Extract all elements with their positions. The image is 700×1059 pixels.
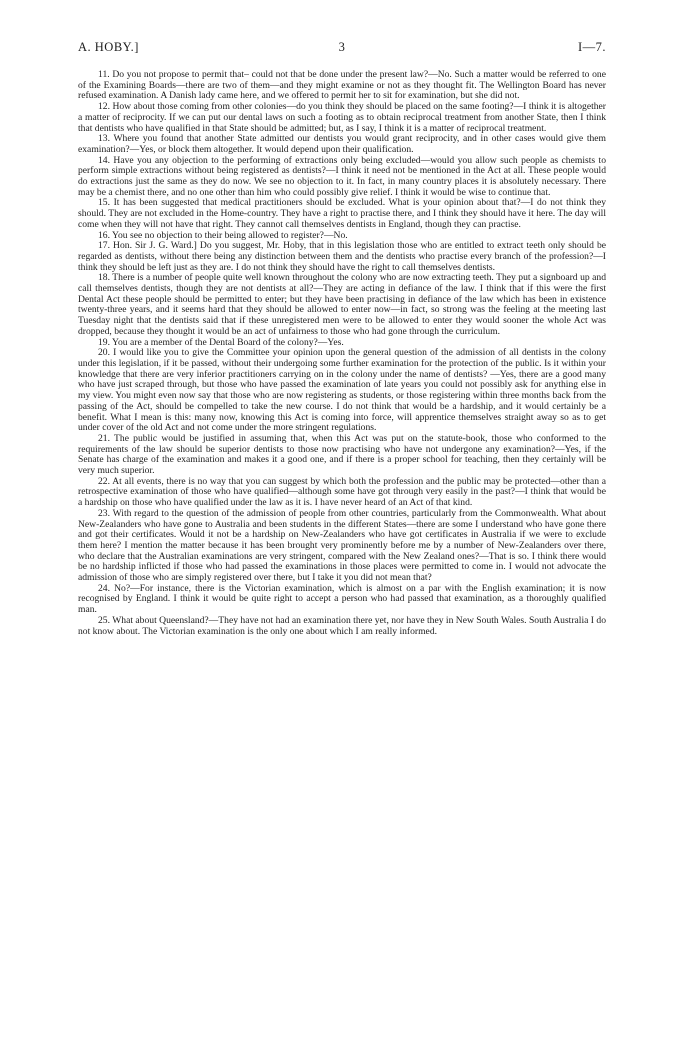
question-17: 17. Hon. Sir J. G. Ward.] Do you suggest, Mr. Hoby, that in this legislation those who are entitled to extract teeth only should be regarded as dentists, without there being any distinction between them and the dentists who practise every branch of the profession?—I think they should be left just as they are. I do not think they should have the right to call themselves dentists. (78, 240, 606, 273)
page-header (78, 40, 606, 60)
document-page (78, 40, 606, 637)
question-14: 14. Have you any objection to the performing of extractions only being excluded—would you allow such people as chemists to perform simple extractions without being registered as dentists?—I think it need not be mentioned in the Act at all. These people would do extractions just the same as they do now. We see no objection to it. In fact, in many country places it is absolutely necessary. There may be a chemist there, and no one other than him who could possibly give relief. I think it would be wise to continue that. (78, 154, 606, 198)
question-13: 13. Where you found that another State admitted our dentists you would grant reciprocity, and in other cases would give them examination?—Yes, or block them altogether. It would depend upon their qualification. (78, 133, 606, 155)
paper-reference: I—7. (577, 40, 606, 54)
question-25: 25. What about Queensland?—They have not had an examination there yet, nor have they in New South Wales. South Australia I do not know about. The Victorian examination is the only one about which I am really informed. (78, 614, 606, 637)
question-18: 18. There is a number of people quite well known throughout the colony who are now extracting teeth. They put a signboard up and call themselves dentists, though they are not dentists at all?—They are acting in defiance of the law. I think that if this were the first Dental Act these people should be permitted to enter; but they have been practising in defiance of the law which has been in existence twenty-three years, and it seems hard that they should be allowed to enter now—in fact, so strong was the feeling at the meeting last Tuesday night that the dentists said that if these unregistered men were to be allowed to enter they would sooner the whole Act was dropped, because they thought it would be an act of unfairness to those who had gone through the curriculum. (78, 272, 606, 337)
question-12: 12. How about those coming from other colonies—do you think they should be placed on the same footing?—I think it is altogether a matter of reciprocity. If we can put our dental laws on such a footing as to obtain reciprocal treatment from another State, then I think that dentists who have qualified in that State should be admitted; but, as I say, I think it is a matter of reciprocal treatment. (78, 101, 606, 134)
question-19: 19. You are a member of the Dental Board of the colony?—Yes. (98, 336, 344, 348)
question-22: 22. At all events, there is no way that you can suggest by which both the profession and the public may be protected—other than a retrospective examination of those who have qualified—although some have got through very easily in the past?—I think that would be a hardship on those who have qualified under the law as it is. I have never heard of an Act of that kind. (78, 475, 606, 509)
question-20: 20. I would like you to give the Committee your opinion upon the general question of the admission of all dentists in the colony under this legislation, if it be passed, without their undergoing some further examination for the protection of the public. Is it within your knowledge that there are very inferior practitioners carrying on in the colony under the name of dentists? —Yes, there are a good many who have just scraped through, but those who have passed the examination of late years you could not possibly ask for anything else in my view. You might even now say that those who are now registering as students, or those registering within three months back from the passing of the Act, should be compelled to take the new course. I do not think that would be a hardship, and it would certainly be a benefit. What I mean is this: many now, knowing this Act is coming into force, will apprentice themselves straight away so as to get under cover of the old Act and not come under the more stringent regulations. (78, 347, 606, 434)
page-number: 3 (338, 40, 346, 54)
question-16: 16. You see no objection to their being allowed to register?—No. (98, 229, 348, 241)
question-24: 24. No?—For instance, there is the Victorian examination, which is almost on a par with the English examination; it is now recognised by England. I think it would be quite right to accept a person who had passed that examination, as a thoroughly qualified man. (78, 582, 606, 616)
header-witness-name: A. HOBY.] (78, 40, 139, 54)
question-11: 11. Do you not propose to permit that– could not that be done under the present law?—No. Such a matter would be referred to one of the Examining Boards—there are two of them—and they might examine or not as they thought fit. The Wellington Board has never refused examination. A Danish lady came here, and we offered to permit her to sit for examination, but she did not. (78, 69, 606, 102)
question-23: 23. With regard to the question of the admission of people from other countries, particularly from the Commonwealth. What about New-Zealanders who have gone to Australia and been students in the different States—there are some I understand who have gone there and got their certificates. Would it not be a hardship on New-Zealanders who have got certificates in Australia if we were to exclude them here? I mention the matter because it has been brought very prominently before me by a number of New-Zealanders over there, who declare that the Australian examinations are very stringent, compared with the New Zealand ones?—That is so. I think there would be no hardship inflicted if those who had passed the examinations in those places were permitted to come in. I would not advocate the admission of those who are simply registered over there, but I take it you did not mean that? (78, 507, 606, 584)
question-21: 21. The public would be justified in assuming that, when this Act was put on the statute-book, those who conformed to the requirements of the law should be superior dentists to those now practising who have not undergone any examination?—Yes, if the Senate has charge of the examination and makes it a good one, and if there is a proper school for teaching, then they certainly will be very much superior. (78, 432, 606, 477)
question-15: 15. It has been suggested that medical practitioners should be excluded. What is your opinion about that?—I do not think they should. They are not excluded in the Home-country. They have a right to practise there, and I think they should have it here. The day will come when they will not have that right. They cannot call themselves dentists in England, though they can practise. (78, 197, 606, 230)
document-body (78, 70, 606, 637)
